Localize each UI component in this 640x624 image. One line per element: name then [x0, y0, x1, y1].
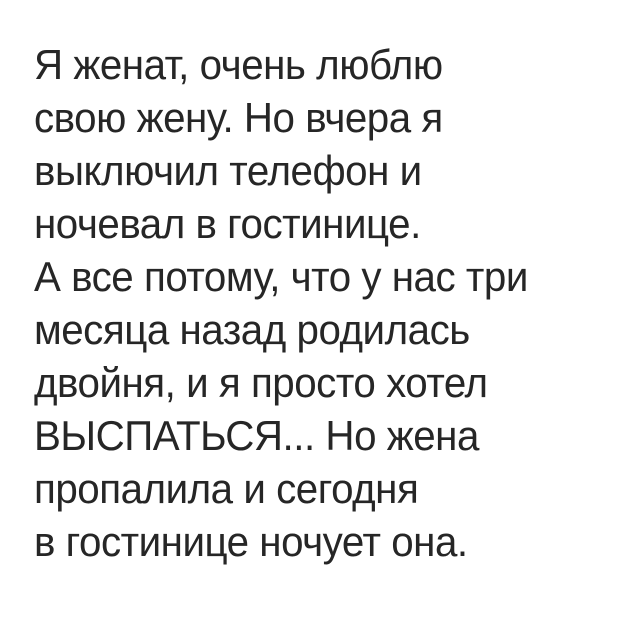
meme-text-line: двойня, и я просто хотел: [34, 359, 488, 406]
meme-text-line: Я женат, очень люблю: [34, 41, 443, 88]
meme-text-line: выключил телефон и: [34, 147, 422, 194]
meme-text-line: А все потому, что у нас три: [34, 253, 528, 300]
meme-text-line: в гостинице ночует она.: [34, 518, 468, 565]
meme-text-line: свою жену. Но вчера я: [34, 94, 443, 141]
meme-text-line: пропалила и сегодня: [34, 465, 419, 512]
meme-text-line: месяца назад родилась: [34, 306, 470, 353]
meme-text-line: ВЫСПАТЬСЯ... Но жена: [34, 412, 479, 459]
meme-text-block: [34, 38, 630, 568]
meme-text-line: ночевал в гостинице.: [34, 200, 421, 247]
